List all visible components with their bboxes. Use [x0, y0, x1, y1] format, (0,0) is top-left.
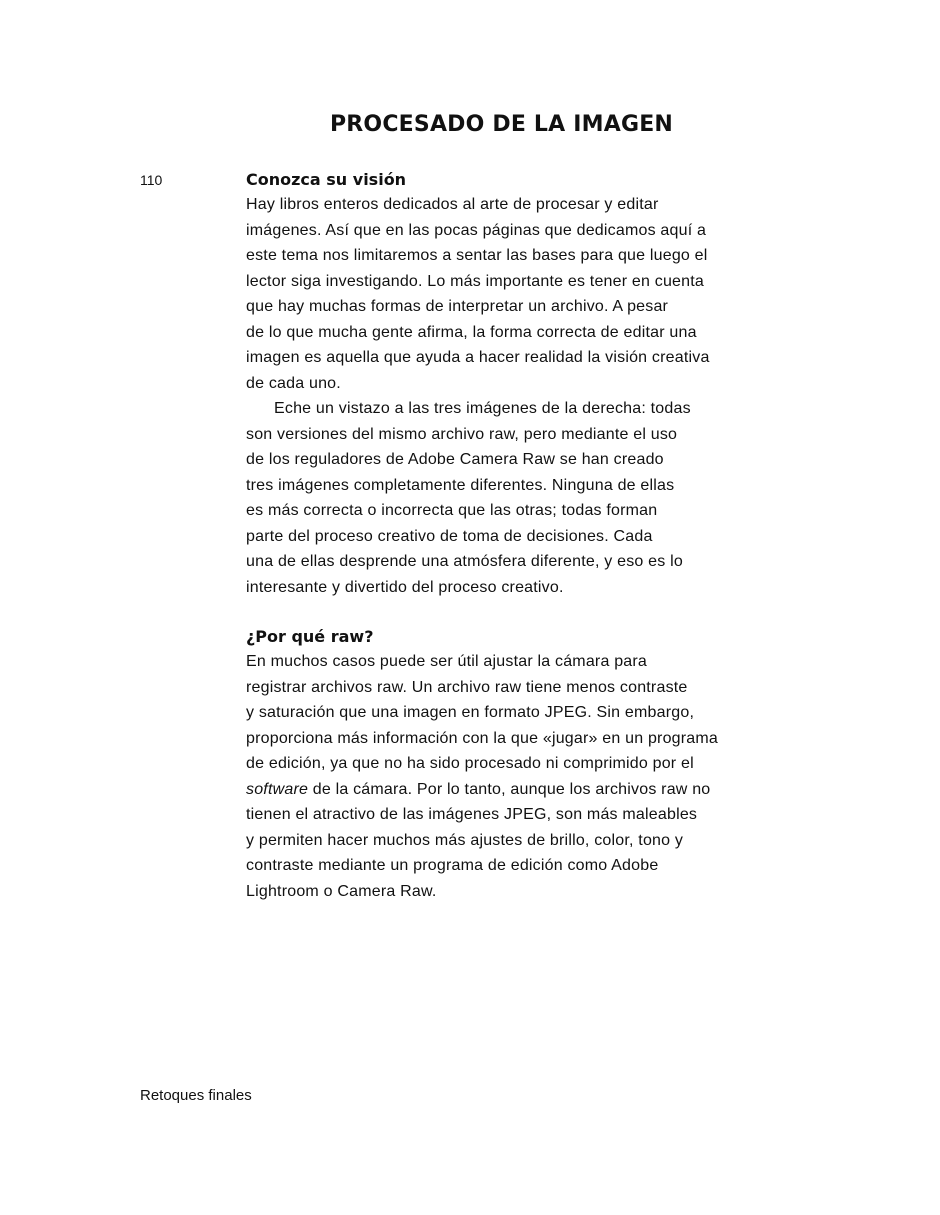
text-line: es más correcta o incorrecta que las otras; todas forman	[246, 502, 658, 519]
text-line: y permiten hacer muchos más ajustes de brillo, color, tono y	[246, 831, 684, 849]
text-line: tienen el atractivo de las imágenes JPEG, son más maleables	[246, 806, 698, 823]
paragraph-vision-2	[246, 396, 766, 600]
paragraph-vision-1	[246, 192, 766, 396]
text-line: proporciona más información con la que «jugar» en un programa	[246, 729, 719, 747]
main-column	[246, 168, 766, 904]
footer-section-name: Retoques finales	[140, 1087, 252, 1104]
text-line: imágenes. Así que en las pocas páginas que dedicamos aquí a	[246, 221, 707, 239]
text-line: este tema nos limitaremos a sentar las bases para que luego el	[246, 247, 708, 264]
text-line: y saturación que una imagen en formato JPEG. Sin embargo,	[246, 704, 695, 721]
section-raw	[246, 625, 766, 904]
text-line: una de ellas desprende una atmósfera diferente, y eso es lo	[246, 553, 683, 570]
text-line: parte del proceso creativo de toma de decisiones. Cada	[246, 527, 653, 545]
text-line	[246, 777, 766, 803]
italic-term: software	[246, 780, 309, 798]
text-line: tres imágenes completamente diferentes. Ninguna de ellas	[246, 476, 675, 494]
text-line: contraste mediante un programa de edición como Adobe	[246, 857, 659, 874]
text-line: que hay muchas formas de interpretar un archivo. A pesar	[246, 298, 669, 315]
section-heading-raw: ¿Por qué raw?	[246, 627, 374, 646]
text-line: interesante y divertido del proceso creativo.	[246, 578, 564, 596]
section-heading-vision: Conozca su visión	[246, 170, 407, 189]
text-line: son versiones del mismo archivo raw, pero mediante el uso	[246, 425, 678, 443]
paragraph-raw	[246, 649, 766, 904]
text-line: En muchos casos puede ser útil ajustar la cámara para	[246, 653, 648, 670]
text-line: imagen es aquella que ayuda a hacer realidad la visión creativa	[246, 349, 710, 366]
text-line-rest: de la cámara. Por lo tanto, aunque los archivos raw no	[308, 780, 711, 798]
text-line: Hay libros enteros dedicados al arte de procesar y editar	[246, 196, 659, 213]
text-line: de cada uno.	[246, 374, 341, 392]
text-line: de los reguladores de Adobe Camera Raw se han creado	[246, 451, 664, 468]
section-vision	[246, 168, 766, 600]
text-line: de lo que mucha gente afirma, la forma correcta de editar una	[246, 323, 697, 341]
page-number: 110	[140, 172, 163, 188]
text-line: Eche un vistazo a las tres imágenes de la derecha: todas	[274, 400, 691, 417]
text-line: lector siga investigando. Lo más importante es tener en cuenta	[246, 272, 704, 290]
page-title: PROCESADO DE LA IMAGEN	[329, 112, 674, 137]
text-line: registrar archivos raw. Un archivo raw tiene menos contraste	[246, 678, 688, 696]
text-line: de edición, ya que no ha sido procesado ni comprimido por el	[246, 755, 694, 772]
text-line: Lightroom o Camera Raw.	[246, 882, 437, 900]
